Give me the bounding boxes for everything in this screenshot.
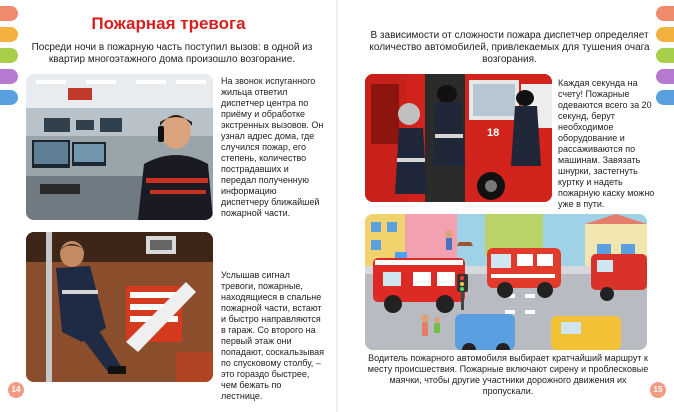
intro-text-right: В зависимости от сложности пожара диспетчер определяет количество автомобилей, привлекаемых для тушения очага возгорания.: [369, 30, 650, 65]
page-number-right: 15: [650, 382, 666, 398]
section-tabs-right: [656, 6, 674, 111]
section-tab-red: [656, 6, 674, 21]
right-page: [337, 0, 674, 412]
section-tab-purple: [656, 69, 674, 84]
truck-number-label: 18: [487, 127, 500, 139]
dispatcher-paragraph: На звонок испуганного жильца ответил диспетчер центра по приёму и обработке экстренных вызовов. Он узнал адрес дома, где случился пожар, его степень, количество пострадавших и передал полученную информацию диспетчеру ближайшей пожарной части.: [221, 76, 324, 218]
alarm-paragraph: Услышав сигнал тревоги, пожарные, находящиеся в спальне пожарной части, встают и быстро направляются в гараж. Со второго на первый этаж они попадают, соскальзывая по спусковому столбу, – это гораздо быстрее, чем бежать по лестнице.: [221, 270, 325, 401]
firefighter-pole-photo: [26, 232, 213, 382]
section-tab-orange: [656, 27, 674, 42]
dispatch-center-photo: [26, 74, 213, 220]
section-tab-blue: [0, 90, 18, 105]
page-number-left: 14: [8, 382, 24, 398]
section-tab-green: [656, 48, 674, 63]
page-title: Пожарная тревога: [91, 14, 246, 33]
section-tab-purple: [0, 69, 18, 84]
intro-text-left: Посреди ночи в пожарную часть поступил вызов: в одной из квартир многоэтажного дома произошло возгорание.: [31, 42, 313, 65]
dressing-paragraph: Каждая секунда на счету! Пожарные одеваются всего за 20 секунд, берут необходимое оборудование и рассаживаются по машинам. Завязать шнурки, застегнуть куртку и надеть пожарную каску можно уже в пути.: [558, 78, 655, 209]
route-caption: Водитель пожарного автомобиля выбирает кратчайший маршрут к месту происшествия. Пожарные включают сирену и проблесковые маячки, чтобы другие участники дорожного движения их пропускали.: [367, 353, 649, 396]
section-tab-blue: [656, 90, 674, 105]
section-tab-green: [0, 48, 18, 63]
firefighters-truck-photo: [365, 74, 552, 202]
fire-trucks-street-illustration: [365, 214, 647, 350]
